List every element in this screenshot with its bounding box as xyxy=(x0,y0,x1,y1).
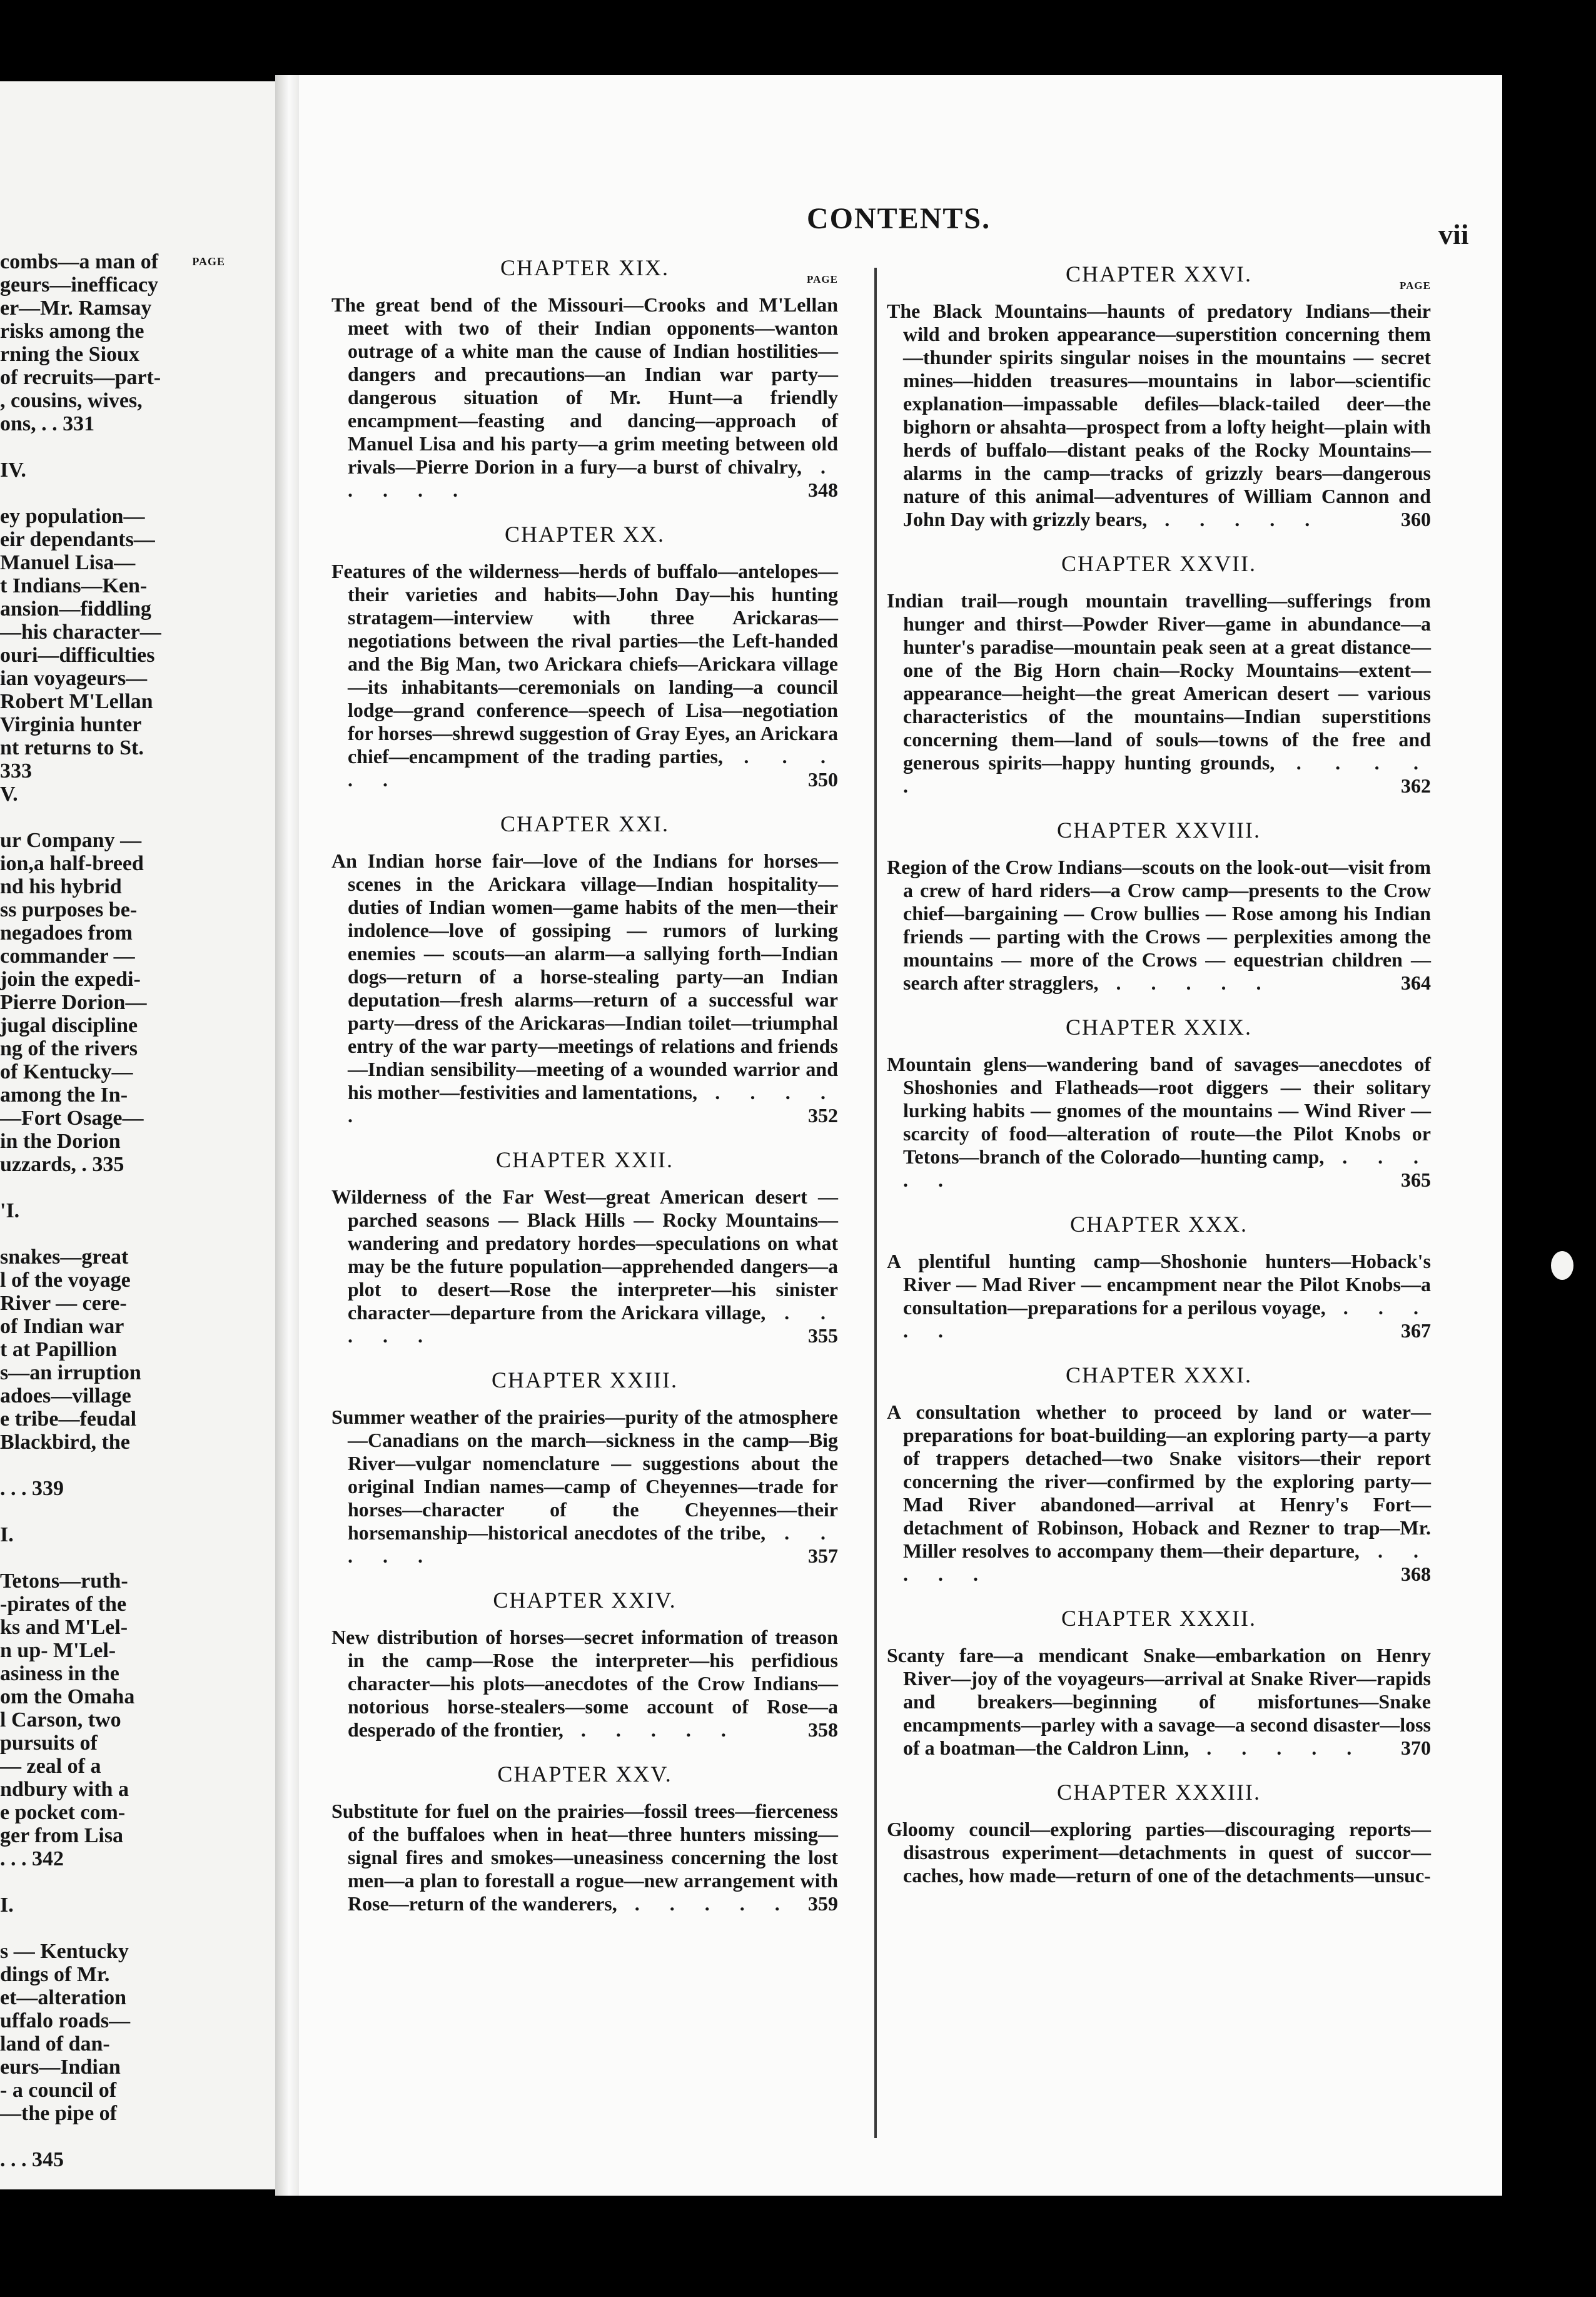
column-divider xyxy=(874,268,877,2138)
left-page-line: . . . 342 xyxy=(0,1847,64,1870)
left-page-line: negadoes from xyxy=(0,921,133,945)
left-page-line xyxy=(0,1222,225,1245)
left-page-line: l of the voyage xyxy=(0,1269,131,1292)
left-page-line xyxy=(0,1500,225,1523)
left-page-line: join the expedi- xyxy=(0,968,141,991)
chapter-entry xyxy=(331,523,838,791)
left-page-line: et—alteration xyxy=(0,1986,127,2009)
chapter-heading: CHAPTER XXXI. xyxy=(1065,1362,1252,1387)
left-page-line: l Carson, two xyxy=(0,1708,121,1732)
left-page-line: e pocket com- xyxy=(0,1801,126,1824)
left-page-line: ks and M'Lel- xyxy=(0,1616,128,1639)
left-page-line: 'I. xyxy=(0,1199,20,1222)
chapter-summary xyxy=(331,293,838,502)
left-page-line: jugal discipline xyxy=(0,1014,138,1037)
dot-leader: . . . . . xyxy=(1189,1737,1365,1759)
dot-leader: . . . . . xyxy=(903,1539,1432,1585)
left-page-line: ng of the rivers xyxy=(0,1037,138,1060)
chapter-page-number: 370 xyxy=(1401,1737,1431,1759)
chapter-page-number: 355 xyxy=(808,1324,838,1347)
left-page-line: n up- M'Lel- xyxy=(0,1639,116,1662)
chapter-summary-text: Substitute for fuel on the prairies—fossil trees—fierceness of the buffaloes when in heat—three hunters missing—signal fires and smokes—uneasiness concerning the lost men—a plan to forestall a rogue—new arrangement with Rose—return of the wanderers, xyxy=(331,1800,838,1915)
chapter-summary-text: Region of the Crow Indians—scouts on the look-out—visit from a crew of hard riders—a Crow camp—presents to the Crow chief—bargaining — Crow bullies — Rose among his Indian friends — parting with the Crows — perplexities among the mountains — more of the Crows — equestrian children — search after stragglers, xyxy=(887,856,1431,994)
chapter-heading: CHAPTER XXIX. xyxy=(1065,1015,1252,1040)
chapter-entry xyxy=(887,552,1431,798)
chapter-summary xyxy=(331,1626,838,1742)
left-page-line: er—Mr. Ramsay xyxy=(0,297,152,320)
left-page-line: s — Kentucky xyxy=(0,1940,129,1963)
chapter-summary xyxy=(887,1250,1431,1342)
chapter-summary xyxy=(331,560,838,791)
dot-leader: . . . . . xyxy=(348,455,839,501)
chapter-summary xyxy=(331,849,838,1127)
left-page-line: Virginia hunter xyxy=(0,713,142,736)
chapter-summary xyxy=(887,1401,1431,1586)
chapter-heading: CHAPTER XXV. xyxy=(497,1762,672,1787)
left-page-line: ndbury with a xyxy=(0,1778,129,1801)
left-page-line xyxy=(0,1176,225,1199)
chapter-entry xyxy=(331,813,838,1127)
book-gutter xyxy=(275,75,300,2196)
left-page-line: risks among the xyxy=(0,320,144,343)
left-page-line xyxy=(0,435,225,459)
left-page-line: commander — xyxy=(0,945,135,968)
chapter-entry xyxy=(331,1589,838,1742)
left-page-line: ey population— xyxy=(0,505,145,528)
chapter-entry xyxy=(331,1763,838,1915)
left-page-line: Robert M'Lellan xyxy=(0,690,153,713)
chapter-summary-text: An Indian horse fair—love of the Indians for horses—scenes in the Arickara village—Indian hospitality—duties of Indian women—game habits of the men—their indolence—love of gossiping — rumors of lurking enemies — scouts—an alarm—a sallying forth—Indian dogs—return of a horse-stealing party—an Indian deputation—fresh alarms—return of a successful war party—dress of the Arickaras—Indian toilet—triumphal entry of the war party—meetings of relations and friends—Indian sensibility—meeting of a wounded warrior and his mother—festivities and lamentations, xyxy=(331,849,838,1103)
chapter-heading: CHAPTER XXVIII. xyxy=(1057,818,1261,843)
chapter-entry xyxy=(887,1016,1431,1192)
dot-leader: . . . . . xyxy=(903,1296,1432,1342)
left-page-line: dings of Mr. xyxy=(0,1963,110,1986)
chapter-page-number: 368 xyxy=(1401,1563,1431,1585)
page-number: vii xyxy=(1438,218,1469,250)
left-page-line: pursuits of xyxy=(0,1732,98,1755)
left-page-line: among the In- xyxy=(0,1083,128,1107)
chapter-summary-text: Gloomy council—exploring parties—discouraging reports—disastrous experiment—detachments in quest of succor—caches, how made—return of one of the detachments—unsuc- xyxy=(887,1818,1431,1887)
left-page-label: PAGE xyxy=(192,255,225,268)
chapter-entry xyxy=(887,1213,1431,1342)
left-page-line: uzzards, . 335 xyxy=(0,1153,124,1176)
dot-leader: . . . . . xyxy=(348,745,839,791)
left-page-line: ansion—fiddling xyxy=(0,597,151,621)
left-page-line xyxy=(0,1454,225,1477)
chapter-heading: CHAPTER XXXII. xyxy=(1061,1606,1256,1631)
left-page-line: ss purposes be- xyxy=(0,898,138,921)
chapter-summary-text: The Black Mountains—haunts of predatory Indians—their wild and broken appearance—superstition concerning them—thunder spirits singular noises in the mountains — secret mines—hidden treasures—mountains in labor—scientific explanation—impassable defiles—black-tailed deer—the bighorn or ahsahta—prospect from a lofty height—plain with herds of buffalo—distant peaks of the Rocky Mountains—alarms in the camp—tracks of grizzly bears—dangerous nature of this animal—adventures of William Cannon and John Day with grizzly bears, xyxy=(887,300,1431,530)
chapter-summary xyxy=(887,1644,1431,1760)
chapter-heading: CHAPTER XXIII. xyxy=(492,1367,678,1392)
chapter-summary-text: Summer weather of the prairies—purity of the atmosphere—Canadians on the march—sickness in the camp—Big River—vulgar nomenclature — suggestions about the original Indian names—camp of Cheyennes—trade for horses—character of the Cheyennes—their horsemanship—historical anecdotes of the tribe, xyxy=(331,1406,838,1544)
dot-leader: . . . . . xyxy=(1098,971,1274,994)
left-page-line: ion,a half-breed xyxy=(0,852,144,875)
chapter-summary-text: New distribution of horses—secret information of treason in the camp—Rose the interpreter—his perfidious character—his plots—anecdotes of the Crow Indians—notorious horse-stealers—some account of Rose—a desperado of the frontier, xyxy=(331,1626,838,1741)
chapter-entry xyxy=(887,1364,1431,1586)
left-page-line: —the pipe of xyxy=(0,2102,117,2125)
chapter-summary xyxy=(331,1800,838,1915)
chapter-summary-text: A consultation whether to proceed by land or water—preparations for boat-building—an exploring party—a party of trappers detached—two Snake visitors—their report concerning the river—confirmed by the exploring party—Mad River abandoned—arrival at Henry's Fort—detachment of Robinson, Hoback and Rezner to trap—Mr. Miller resolves to accompany them—their departure, xyxy=(887,1401,1431,1562)
left-page-line xyxy=(0,2125,225,2148)
left-page-text xyxy=(0,250,225,2171)
left-page-line: om the Omaha xyxy=(0,1685,135,1708)
chapter-summary xyxy=(887,1053,1431,1192)
left-page-line xyxy=(0,1917,225,1940)
chapter-heading: CHAPTER XXVI. xyxy=(1065,261,1252,286)
left-page-line: I. xyxy=(0,1894,14,1917)
chapter-page-number: 352 xyxy=(808,1104,838,1127)
chapter-heading: CHAPTER XXIV. xyxy=(493,1588,677,1613)
page-title: CONTENTS. xyxy=(807,202,991,235)
page-column-label: PAGE xyxy=(1400,280,1431,292)
left-page-line: Pierre Dorion— xyxy=(0,991,147,1014)
left-page-line: Manuel Lisa— xyxy=(0,551,136,574)
dot-leader: . . . . . xyxy=(617,1892,792,1915)
chapter-summary xyxy=(887,856,1431,995)
left-page-line: V. xyxy=(0,783,18,806)
chapter-entry xyxy=(331,1369,838,1568)
left-page-line: ur Company — xyxy=(0,829,142,852)
chapter-page-number: 367 xyxy=(1401,1319,1431,1342)
chapter-heading: CHAPTER XIX. xyxy=(500,255,669,280)
left-page-line: snakes—great xyxy=(0,1245,129,1269)
left-page-line: eurs—Indian xyxy=(0,2056,121,2079)
chapter-summary-text: Wilderness of the Far West—great American desert — parched seasons — Black Hills — Rocky Mountains—wandering and predatory hordes—speculations on what may be the future population—apprehended dangers—a plot to desert—Rose the interpreter—his sinister character—departure from the Arickara village, xyxy=(331,1185,838,1324)
chapter-page-number: 362 xyxy=(1401,774,1431,797)
left-page-line: River — cere- xyxy=(0,1292,127,1315)
left-page-line: nt returns to St. xyxy=(0,736,144,759)
left-page-line: —his character— xyxy=(0,621,161,644)
dot-leader: . . . . . xyxy=(348,1081,839,1127)
chapter-page-number: 357 xyxy=(808,1544,838,1567)
dot-leader: . . . . . xyxy=(903,751,1432,797)
left-page-line: ian voyageurs— xyxy=(0,667,148,690)
left-page-line: t Indians—Ken- xyxy=(0,574,148,597)
chapter-summary-text: The great bend of the Missouri—Crooks and M'Lellan meet with two of their Indian opponents—wanton outrage of a white man the cause of Indian hostilities—dangers and precautions—an Indian war party—dangerous situation of Mr. Hunt—a friendly encampment—feasting and dancing—approach of Manuel Lisa and his party—a grim meeting between old rivals—Pierre Dorion in a fury—a burst of chivalry, xyxy=(331,293,838,478)
chapter-heading: CHAPTER XXXIII. xyxy=(1057,1780,1261,1805)
left-page-line: Tetons—ruth- xyxy=(0,1569,128,1593)
left-page-line: nd his hybrid xyxy=(0,875,122,898)
left-page-line: geurs—inefficacy xyxy=(0,273,159,297)
left-page-line: eir dependants— xyxy=(0,528,155,551)
chapter-summary xyxy=(887,1818,1431,1887)
left-page-line: of Kentucky— xyxy=(0,1060,133,1083)
left-page-line: e tribe—feudal xyxy=(0,1407,137,1431)
left-page-line: land of dan- xyxy=(0,2032,110,2056)
chapter-page-number: 360 xyxy=(1401,508,1431,530)
left-page-line xyxy=(0,482,225,505)
left-page-line: , cousins, wives, xyxy=(0,389,143,412)
left-page-line: I. xyxy=(0,1523,14,1546)
chapter-summary-text: Scanty fare—a mendicant Snake—embarkation on Henry River—joy of the voyageurs—arrival at Snake River—rapids and breakers—beginning of misfortunes—Snake encampments—parley with a savage—a second disaster—loss of a boatman—the Caldron Linn, xyxy=(887,1644,1431,1759)
chapter-summary-text: Mountain glens—wandering band of savages—anecdotes of Shoshonies and Flatheads—root diggers — their solitary lurking habits — gnomes of the mountains — Wind River — scarcity of food—alteration of route—the Pilot Knobs or Tetons—branch of the Colorado—hunting camp, xyxy=(887,1053,1431,1168)
chapter-page-number: 350 xyxy=(808,768,838,791)
left-page-line: ouri—difficulties xyxy=(0,644,155,667)
chapter-heading: CHAPTER XXI. xyxy=(500,811,669,836)
left-page-line: rning the Sioux xyxy=(0,343,139,366)
chapter-summary xyxy=(887,589,1431,798)
left-page-line xyxy=(0,806,225,829)
left-page-line: in the Dorion xyxy=(0,1130,121,1153)
chapter-entry xyxy=(887,1607,1431,1760)
left-page-line: . . . 339 xyxy=(0,1477,64,1500)
left-page-line: - a council of xyxy=(0,2079,117,2102)
chapter-entry xyxy=(887,819,1431,995)
left-page-line: asiness in the xyxy=(0,1662,119,1685)
left-page-line xyxy=(0,1546,225,1569)
page-column-label: PAGE xyxy=(807,273,838,285)
left-page-line: ons, . . 331 xyxy=(0,412,95,435)
chapter-heading: CHAPTER XXX. xyxy=(1069,1212,1248,1237)
chapter-page-number: 364 xyxy=(1401,971,1431,994)
chapter-heading: CHAPTER XXVII. xyxy=(1061,551,1256,576)
chapter-entry xyxy=(331,256,838,502)
chapter-entry xyxy=(887,1781,1431,1887)
chapter-heading: CHAPTER XX. xyxy=(504,522,665,547)
chapter-page-number: 365 xyxy=(1401,1169,1431,1191)
left-page-line: combs—a man of xyxy=(0,250,159,273)
chapter-summary xyxy=(331,1406,838,1568)
chapter-heading: CHAPTER XXII. xyxy=(496,1147,674,1172)
left-page-line: — zeal of a xyxy=(0,1755,101,1778)
dot-leader: . . . . . xyxy=(563,1718,739,1741)
chapter-summary xyxy=(887,300,1431,531)
left-page-line: t at Papillion xyxy=(0,1338,118,1361)
left-page-line: . . . 345 xyxy=(0,2148,64,2171)
chapter-summary-text: Features of the wilderness—herds of buffalo—antelopes—their varieties and habits—John Day—his hunting stratagem—interview with three Arickaras—negotiations between the rival parties—the Left-handed and the Big Man, two Arickara chiefs—Arickara village—its inhabitants—ceremonials on landing—a council lodge—grand conference—speech of Lisa—negotiation for horses—shrewd suggestion of Gray Eyes, an Arickara chief—encampment of the trading parties, xyxy=(331,560,838,768)
chapter-page-number: 358 xyxy=(808,1718,838,1741)
dot-leader: . . . . . xyxy=(348,1521,839,1567)
left-page-line: —Fort Osage— xyxy=(0,1107,144,1130)
chapter-entry xyxy=(887,263,1431,531)
chapter-summary xyxy=(331,1185,838,1347)
left-page-line: 333 xyxy=(0,759,32,783)
left-page-line xyxy=(0,1870,225,1894)
paper-speck xyxy=(1551,1251,1573,1280)
left-page-line: uffalo roads— xyxy=(0,2009,131,2032)
left-page-line: IV. xyxy=(0,459,26,482)
left-page-line: adoes—village xyxy=(0,1384,131,1407)
left-page-line: of recruits—part- xyxy=(0,366,161,389)
chapter-summary-text: Indian trail—rough mountain travelling—sufferings from hunger and thirst—Powder River—game in abundance—a hunter's paradise—mountain peak seen at a great distance—one of the Big Horn chain—Rocky Mountains—extent—appearance—height—the great American desert — various characteristics of the mountains—Indian superstitions concerning them—land of souls—towns of the free and generous spirits—happy hunting grounds, xyxy=(887,589,1431,774)
dot-leader: . . . . . xyxy=(903,1145,1432,1191)
dot-leader: . . . . . xyxy=(1147,508,1323,530)
chapter-summary-text: A plentiful hunting camp—Shoshonie hunters—Hoback's River — Mad River — encampment near the Pilot Knobs—a consultation—preparations for a perilous voyage, xyxy=(887,1250,1431,1319)
contents-column-right xyxy=(887,263,1431,1909)
chapter-page-number: 359 xyxy=(808,1892,838,1915)
left-page-line: ger from Lisa xyxy=(0,1824,124,1847)
left-page-line: -pirates of the xyxy=(0,1593,127,1616)
left-page-line: of Indian war xyxy=(0,1315,124,1338)
left-page-line: Blackbird, the xyxy=(0,1431,130,1454)
chapter-entry xyxy=(331,1148,838,1347)
chapter-page-number: 348 xyxy=(808,479,838,501)
dot-leader: . . . . . xyxy=(348,1301,839,1347)
contents-column-left xyxy=(331,256,838,1937)
left-page-line: s—an irruption xyxy=(0,1361,141,1384)
